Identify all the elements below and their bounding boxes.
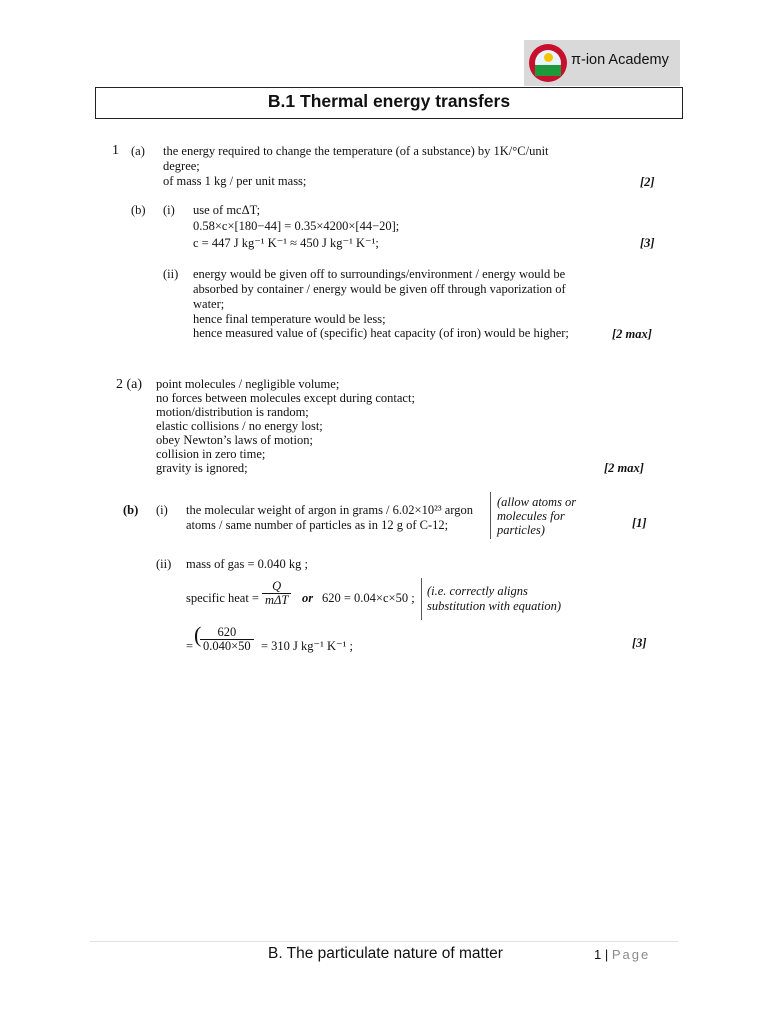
q1b-label: (b): [131, 203, 146, 217]
q1bii-mark: [2 max]: [612, 327, 652, 341]
q1bii-line: hence final temperature would be less;: [193, 312, 386, 326]
logo-text: π-ion Academy: [571, 52, 669, 68]
q1bii-label: (ii): [163, 267, 179, 281]
page-num: 1: [594, 947, 602, 962]
q2bi-note: molecules for: [497, 509, 565, 523]
page-title: B.1 Thermal energy transfers: [267, 91, 511, 111]
or-text: or: [302, 591, 314, 605]
q2bi-note: particles): [497, 523, 545, 537]
q1-number: 1: [112, 143, 119, 158]
q2bi-mark: [1]: [632, 516, 647, 530]
q2a-line: motion/distribution is random;: [156, 405, 309, 419]
q2a-line: obey Newton’s laws of motion;: [156, 433, 313, 447]
page-word: Page: [611, 947, 651, 962]
page-number: [594, 947, 650, 962]
q1bi-mark: [3]: [640, 236, 655, 250]
q1a-line: the energy required to change the temperature (of a substance) by 1K/°C/unit: [163, 144, 549, 158]
fraction-numerator: Q: [262, 580, 291, 594]
q2bii-line: mass of gas = 0.040 kg ;: [186, 557, 308, 571]
footer-rule: [90, 941, 678, 942]
q2bii-result: = 310 J kg⁻¹ K⁻¹ ;: [261, 639, 353, 653]
q2a-line: point molecules / negligible volume;: [156, 377, 340, 391]
fraction-denominator: 0.040×50: [203, 639, 251, 653]
q2a-line: elastic collisions / no energy lost;: [156, 419, 323, 433]
q2bii-label: (ii): [156, 557, 172, 571]
q2bii-mark: [3]: [632, 636, 647, 650]
q1a-line: degree;: [163, 159, 200, 173]
fraction-numerator: 620: [200, 626, 254, 640]
paren-open: (: [194, 622, 202, 647]
q1a-label: (a): [131, 144, 145, 158]
q2bi-label: (i): [156, 503, 168, 517]
q2a-mark: [2 max]: [604, 461, 644, 475]
fraction-denominator: mΔT: [265, 593, 289, 607]
q2bii-equation: 620 = 0.04×c×50 ;: [322, 591, 415, 605]
q1bi-line: 0.58×c×[180−44] = 0.35×4200×[44−20];: [193, 219, 400, 233]
q1bii-line: energy would be given off to surroundings/environment / energy would be: [193, 267, 566, 281]
q1bii-line: absorbed by container / energy would be given off through vaporization of: [193, 282, 566, 296]
q2a-line: gravity is ignored;: [156, 461, 248, 475]
equals-sign: =: [186, 639, 194, 653]
q2a-line: collision in zero time;: [156, 447, 266, 461]
q1bi-line: c = 447 J kg⁻¹ K⁻¹ ≈ 450 J kg⁻¹ K⁻¹;: [193, 236, 379, 250]
q1a-line: of mass 1 kg / per unit mass;: [163, 174, 307, 188]
q2bi-note: (allow atoms or: [497, 495, 577, 509]
page-separator: |: [601, 947, 612, 962]
q1bii-line: hence measured value of (specific) heat capacity (of iron) would be higher;: [193, 326, 569, 340]
q1bi-label: (i): [163, 203, 175, 217]
note-brace: [490, 492, 491, 539]
footer-title: B. The particulate nature of matter: [268, 945, 503, 962]
q2bi-line: the molecular weight of argon in grams / 6.02×10²³ argon: [186, 503, 473, 517]
q2bii-note: substitution with equation): [427, 599, 562, 613]
q1bii-line: water;: [193, 297, 225, 311]
q2-number: 2 (a): [116, 377, 143, 392]
note-brace: [421, 578, 422, 620]
q1bi-line: use of mcΔT;: [193, 203, 261, 217]
q1a-mark: [2]: [640, 175, 655, 189]
logo-ground: [535, 65, 561, 76]
q2b-label: (b): [123, 503, 139, 517]
q2bii-note: (i.e. correctly aligns: [427, 584, 528, 598]
specific-heat-label: specific heat =: [186, 591, 259, 605]
logo-sun-icon: [544, 53, 553, 62]
q2bi-line: atoms / same number of particles as in 12 g of C-12;: [186, 518, 449, 532]
fraction-620: [200, 626, 254, 653]
q2a-line: no forces between molecules except during contact;: [156, 391, 415, 405]
fraction-q-over-mdt: [262, 580, 291, 607]
